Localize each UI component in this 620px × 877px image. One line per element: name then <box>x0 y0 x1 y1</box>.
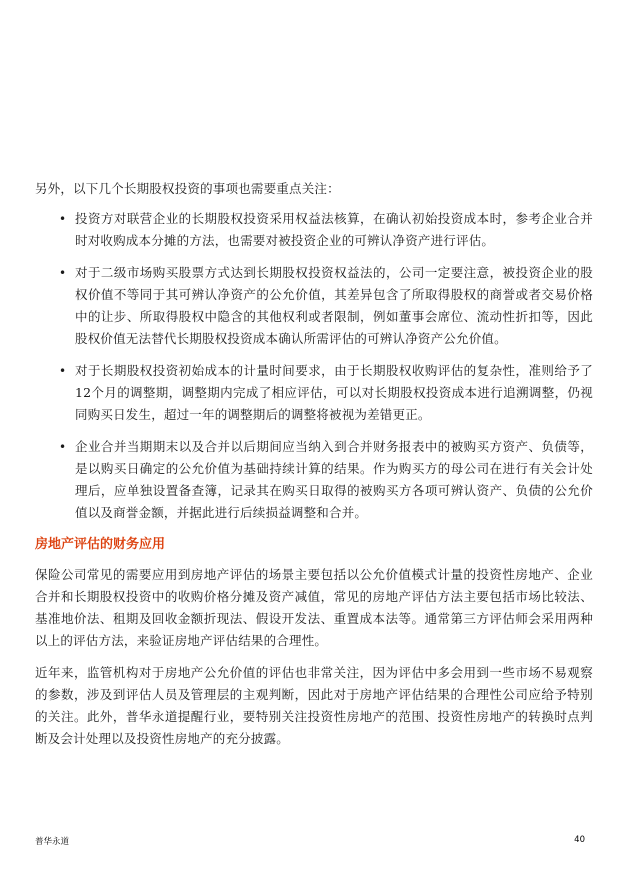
page-content <box>35 178 593 760</box>
bullet-item <box>35 436 593 524</box>
bullet-icon: • <box>59 266 67 280</box>
bullet-icon: • <box>59 212 67 226</box>
page-number: 40 <box>574 835 585 845</box>
section-paragraph: 近年来，监管机构对于房地产公允价值的评估也非常关注，因为评估中多会用到一些市场不易观察的参数，涉及到评估人员及管理层的主观判断，因此对于房地产评估结果的合理性公司应给予特别的关注。此外，普华永道提醒行业，要特别关注投资性房地产的范围、投资性房地产的转换时点判断及会计处理以及投资性房地产的充分披露。 <box>35 665 593 746</box>
intro-paragraph: 另外，以下几个长期股权投资的事项也需要重点关注： <box>35 181 340 196</box>
bullet-item <box>35 262 593 350</box>
footer-brand: 普华永道 <box>35 837 70 847</box>
section-heading: 房地产评估的财务应用 <box>35 537 166 552</box>
section-paragraph: 保险公司常见的需要应用到房地产评估的场景主要包括以公允价值模式计量的投资性房地产、企业合并和长期股权投资中的收购价格分摊及资产减值，常见的房地产评估方法主要包括市场比较法、基准地价法、租期及回收金额折现法、假设开发法、重置成本法等。通常第三方评估师会采用两种以上的评估方法，来验证房地产评估结果的合理性。 <box>35 567 593 648</box>
bullet-icon: • <box>59 440 67 454</box>
bullet-icon: • <box>59 364 67 378</box>
bullet-text: 企业合并当期期末以及合并以后期间应当纳入到合并财务报表中的被购买方资产、负债等，是以购买日确定的公允价值为基础持续计算的结果。作为购买方的母公司在进行有关会计处理后，应单独设置备查簿，记录其在购买日取得的被购买方各项可辨认资产、负债的公允价值以及商誉金额，并据此进行后续损益调整和合并。 <box>75 439 593 520</box>
bullet-text: 对于二级市场购买股票方式达到长期股权投资权益法的，公司一定要注意，被投资企业的股权价值不等同于其可辨认净资产的公允价值，其差异包含了所取得股权的商誉或者交易价格中的让步、所取得股权中隐含的其他权利或者限制，例如董事会席位、流动性折扣等，因此股权价值无法替代长期股权投资成本确认所需评估的可辨认净资产公允价值。 <box>75 265 593 346</box>
bullet-item <box>35 208 593 252</box>
bullet-text: 投资方对联营企业的长期股权投资采用权益法核算，在确认初始投资成本时，参考企业合并时对收购成本分摊的方法，也需要对被投资企业的可辨认净资产进行评估。 <box>75 211 593 248</box>
bullet-list <box>35 208 593 524</box>
bullet-text: 对于长期股权投资初始成本的计量时间要求，由于长期股权收购评估的复杂性，准则给予了12个月的调整期，调整期内完成了相应评估，可以对长期股权投资成本进行追溯调整，仍视同购买日发生，超过一年的调整期后的调整将被视为差错更正。 <box>75 363 593 422</box>
bullet-item <box>35 360 593 426</box>
